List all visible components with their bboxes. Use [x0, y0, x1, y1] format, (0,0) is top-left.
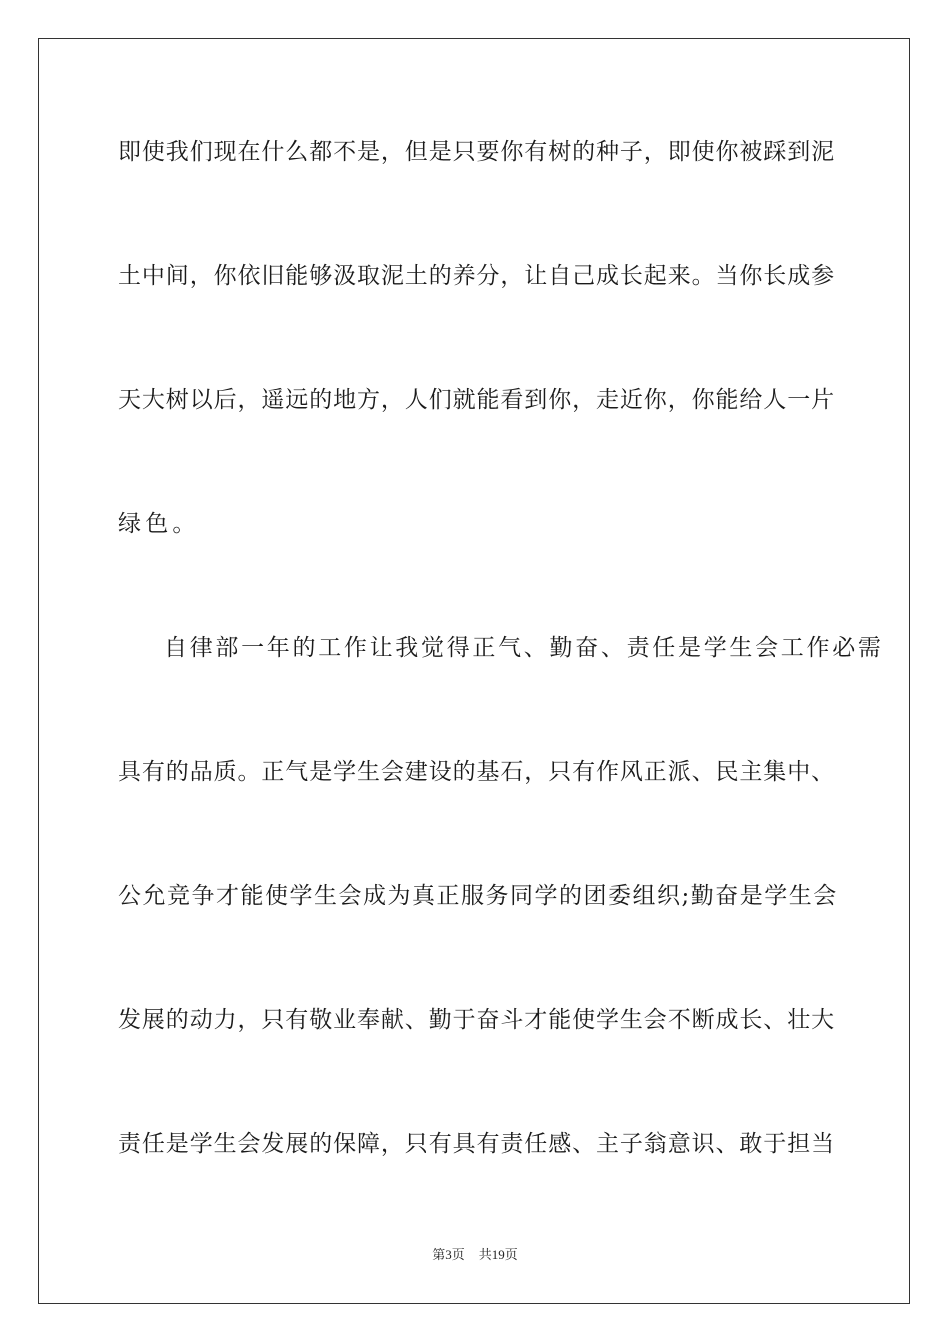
- text-line-5: 自律部一年的工作让我觉得正气、勤奋、责任是学生会工作必需: [164, 635, 884, 661]
- text-line-4: 绿色。: [118, 511, 200, 537]
- text-line-8: 发展的动力，只有敬业奉献、勤于奋斗才能使学生会不断成长、壮大: [118, 1007, 835, 1033]
- text-line-3: 天大树以后，遥远的地方，人们就能看到你，走近你，你能给人一片: [118, 387, 835, 413]
- page-total: 共19页: [478, 1247, 518, 1262]
- page-border: [38, 38, 910, 1304]
- text-line-7: 公允竞争才能使学生会成为真正服务同学的团委组织;勤奋是学生会: [118, 883, 838, 909]
- text-line-9: 责任是学生会发展的保障，只有具有责任感、主子翁意识、敢于担当: [118, 1131, 835, 1157]
- text-line-2: 土中间，你依旧能够汲取泥土的养分，让自己成长起来。当你长成参: [118, 263, 835, 289]
- page-number: 第3页: [432, 1247, 465, 1262]
- page-footer: [0, 1246, 950, 1264]
- text-line-6: 具有的品质。正气是学生会建设的基石，只有作风正派、民主集中、: [118, 759, 835, 785]
- text-line-1: 即使我们现在什么都不是，但是只要你有树的种子，即使你被踩到泥: [118, 139, 835, 165]
